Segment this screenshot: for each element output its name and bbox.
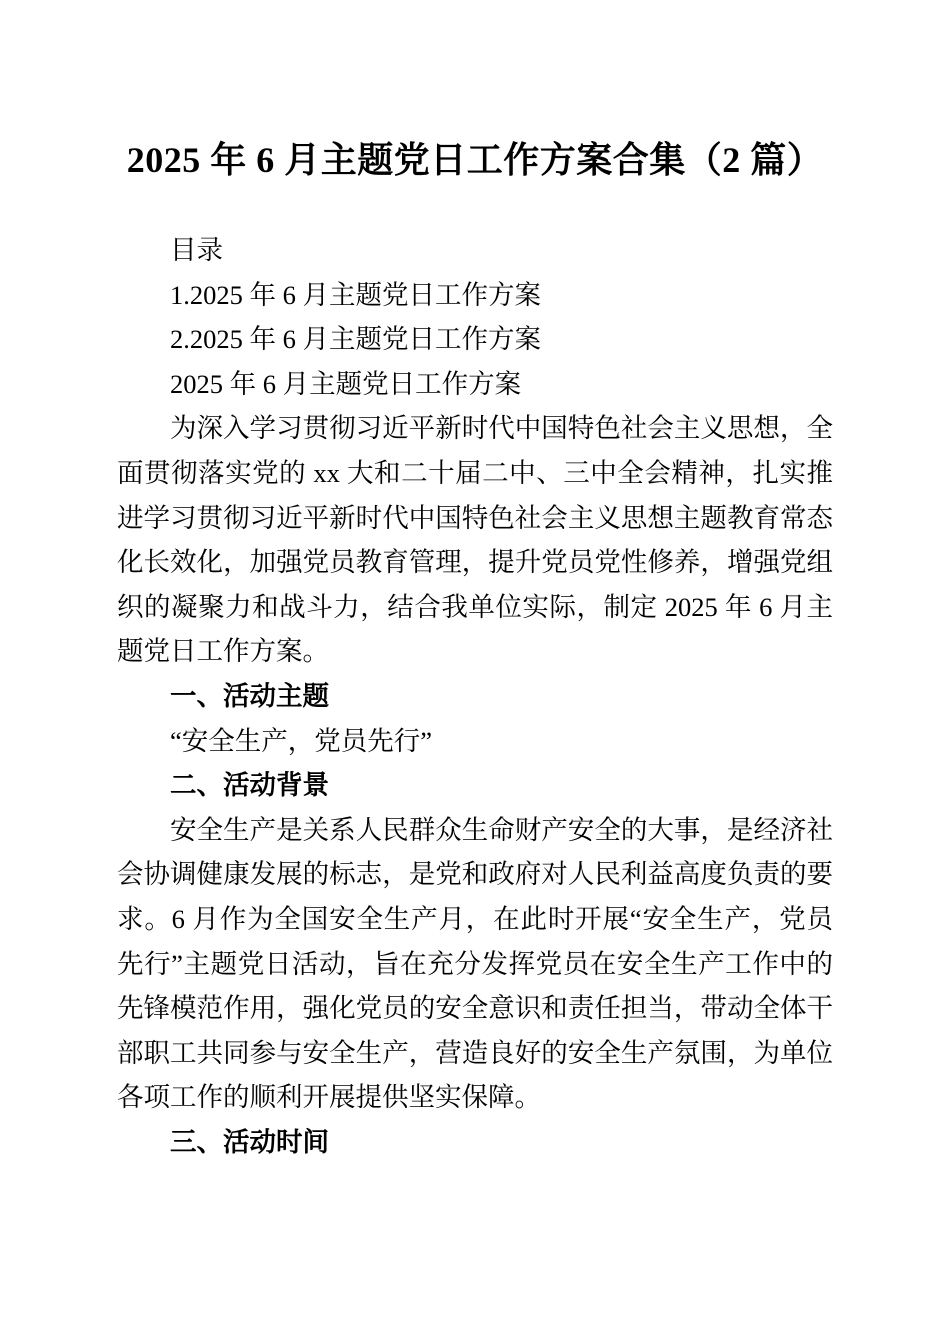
quote: “安全生产，党员先行” — [170, 725, 433, 756]
paragraph: 安全生产是关系人民群众生命财产安全的大事，是经济社会协调健康发展的标志，是党和政府对人民利益高度负责的要求。6 月作为全国安全生产月，在此时开展“安全生产，党员先行”主题党日活动，旨在充分发挥党员在安全生产工作中的先锋模范作用，强化党员的安全意识和责任担当，带动全体干部职工共同参与安全生产，营造良好的安全生产氛围，为单位各项工作的顺利开展提供坚实保障。 — [117, 814, 833, 1113]
document-title: 2025 年 6 月主题党日工作方案合集（2 篇） — [126, 140, 824, 180]
section-heading: 一、活动主题 — [170, 680, 329, 711]
section-heading: 二、活动背景 — [170, 770, 329, 801]
doc-subtitle: 2025 年 6 月主题党日工作方案 — [170, 368, 522, 399]
toc-heading: 目录 — [170, 235, 223, 265]
toc-item: 1.2025 年 6 月主题党日工作方案 — [170, 279, 541, 310]
toc-item: 2.2025 年 6 月主题党日工作方案 — [170, 324, 541, 355]
document-body — [117, 228, 833, 1164]
section-heading: 三、活动时间 — [170, 1126, 329, 1157]
paragraph: 为深入学习贯彻习近平新时代中国特色社会主义思想，全面贯彻落实党的 xx 大和二十届二中、三中全会精神，扎实推进学习贯彻习近平新时代中国特色社会主义思想主题教育常态化长效化，加强党员教育管理，提升党员党性修养，增强党组织的凝聚力和战斗力，结合我单位实际，制定 2025 年 6 月主题党日工作方案。 — [117, 413, 833, 667]
